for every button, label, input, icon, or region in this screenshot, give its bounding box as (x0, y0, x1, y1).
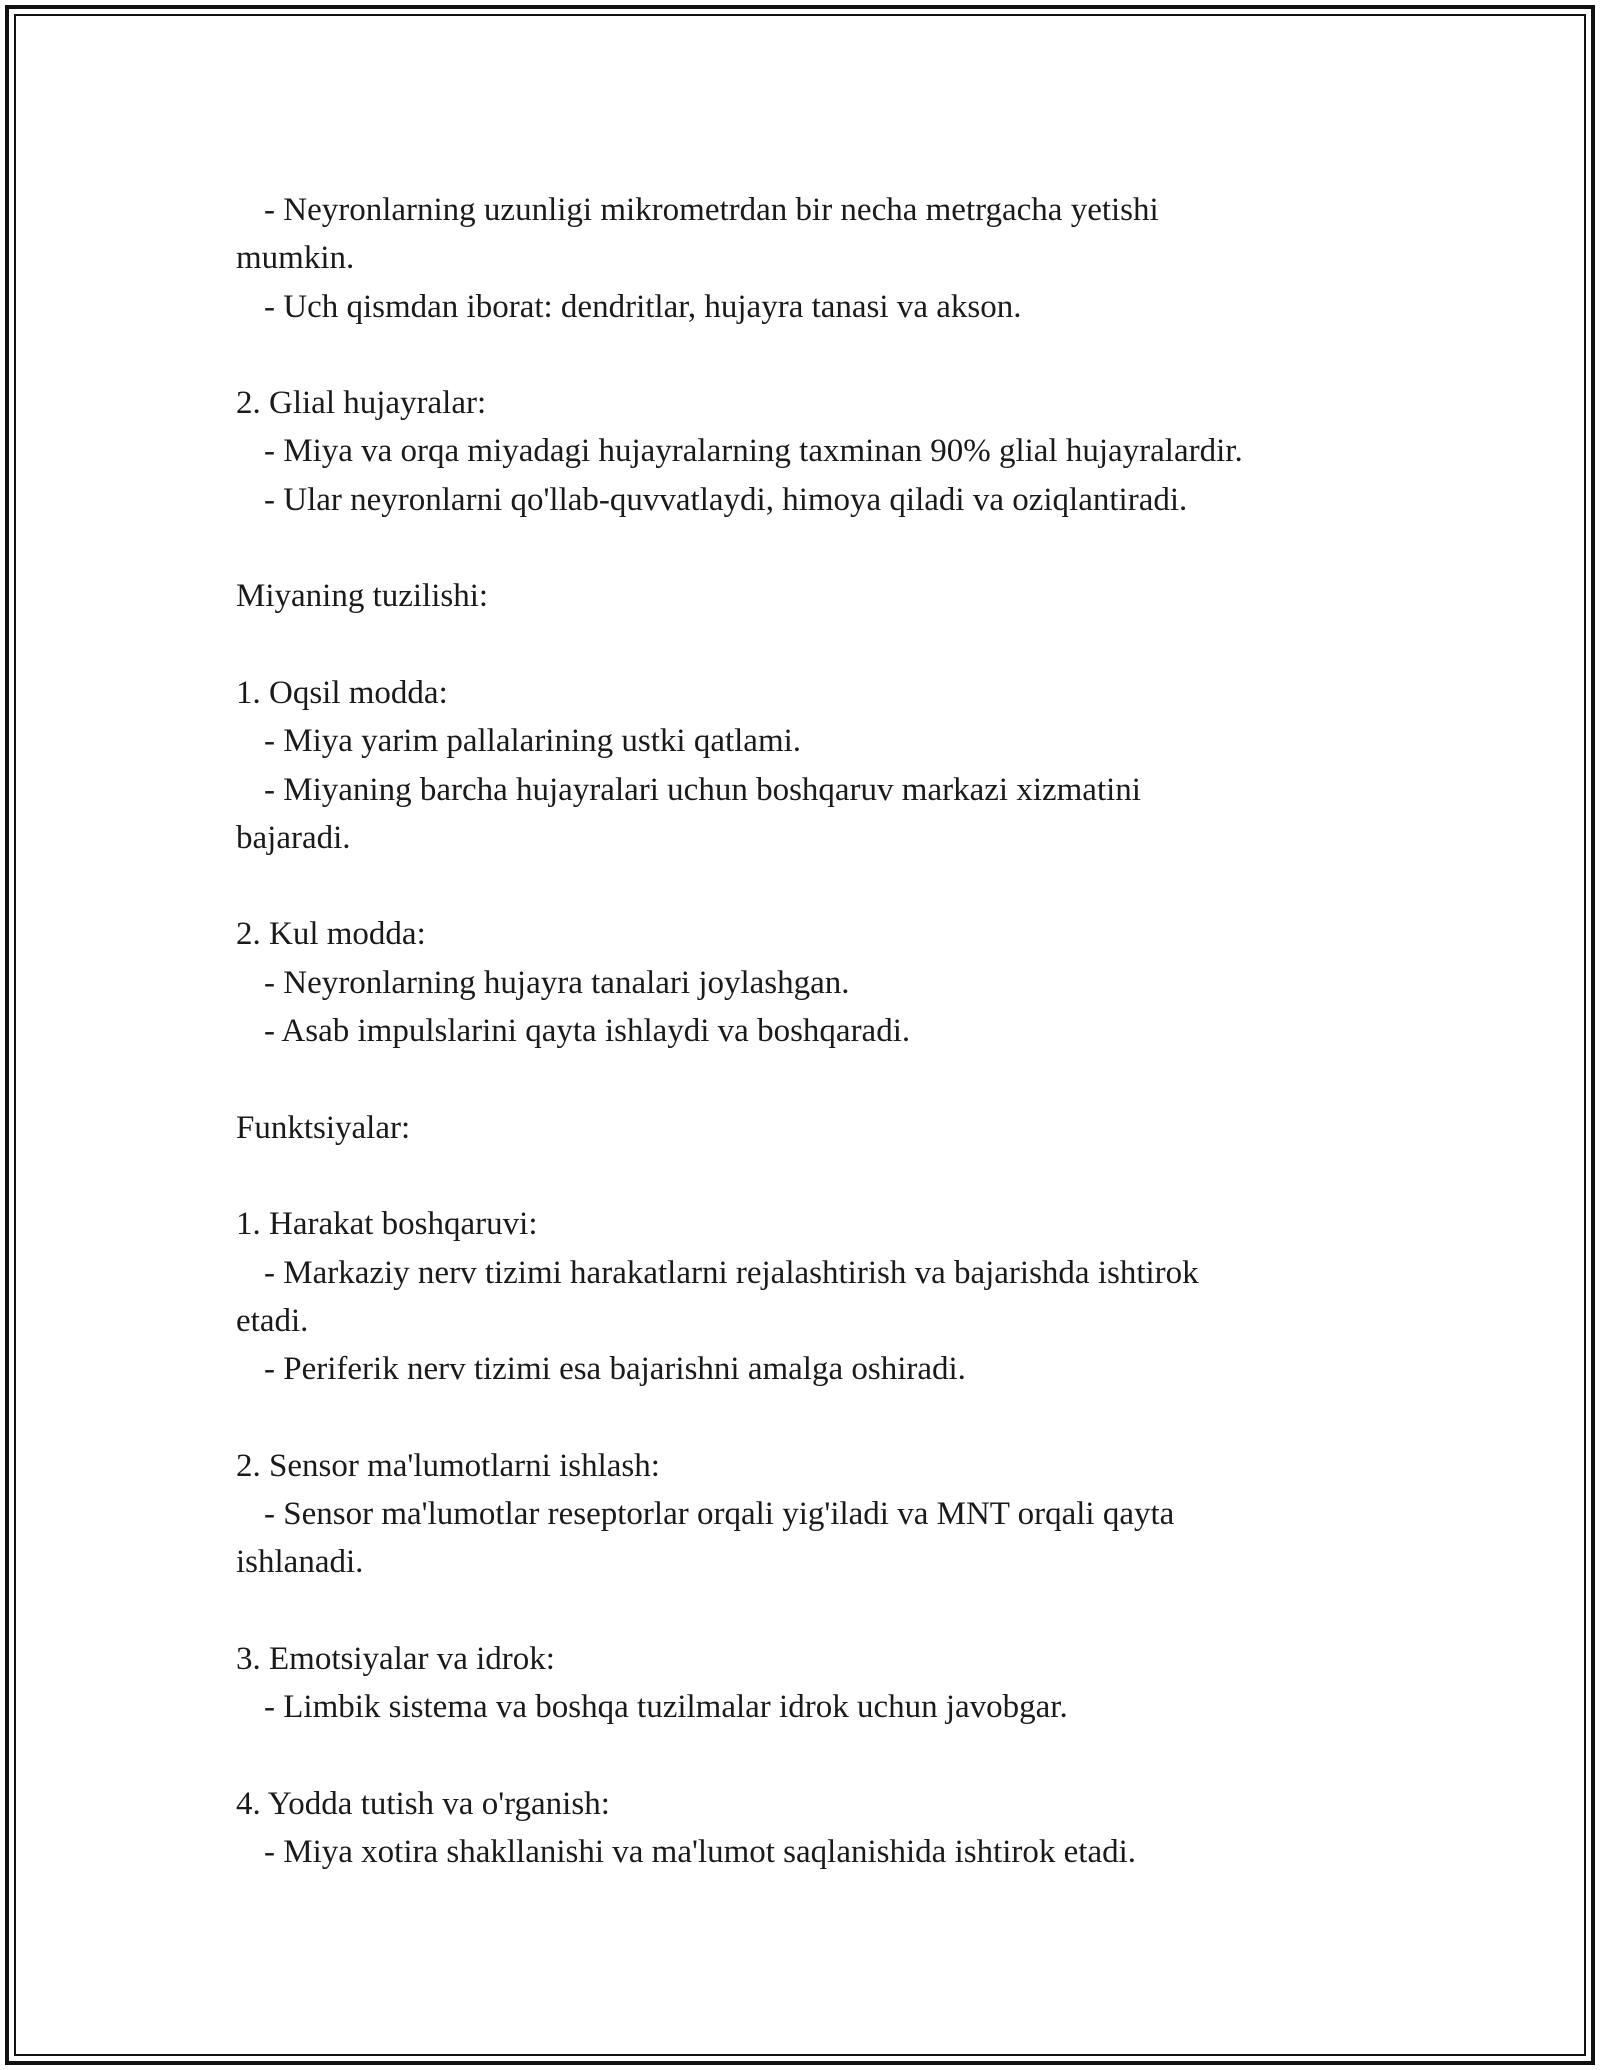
section-heading: Miyaning tuzilishi: (236, 578, 489, 615)
text-line: - Miya va orqa miyadagi hujayralarning taxminan 90% glial hujayralardir. (264, 433, 1243, 470)
text-line: - Miya yarim pallalarining ustki qatlami. (264, 723, 802, 760)
text-line: ishlanadi. (236, 1544, 364, 1581)
section-heading: 2. Sensor ma'lumotlarni ishlash: (236, 1447, 660, 1484)
text-line: - Asab impulslarini qayta ishlaydi va boshqaradi. (264, 1013, 911, 1050)
blank-line (236, 621, 1386, 669)
text-line: - Sensor ma'lumotlar reseptorlar orqali yig'iladi va MNT orqali qayta (264, 1496, 1175, 1533)
text-line: - Periferik nerv tizimi esa bajarishni amalga oshiradi. (264, 1351, 966, 1388)
text-line: - Ular neyronlarni qo'llab-quvvatlaydi, himoya qiladi va oziqlantiradi. (264, 481, 1188, 518)
text-line: - Neyronlarning uzunligi mikrometrdan bir necha metrgacha yetishi (264, 192, 1159, 228)
text-line: - Neyronlarning hujayra tanalari joylashgan. (264, 964, 850, 1001)
section-heading: 4. Yodda tutish va o'rganish: (236, 1785, 610, 1822)
section-heading: 2. Kul modda: (236, 916, 426, 953)
text-line: mumkin. (236, 240, 355, 277)
blank-line (236, 1152, 1386, 1200)
section-heading: 2. Glial hujayralar: (236, 385, 487, 422)
document-body (236, 186, 1386, 1876)
blank-line (236, 1055, 1386, 1103)
blank-line (236, 1732, 1386, 1780)
section-heading: 1. Harakat boshqaruvi: (236, 1206, 538, 1243)
blank-line (236, 331, 1386, 379)
text-line: - Miyaning barcha hujayralari uchun boshqaruv markazi xizmatini (264, 771, 1141, 808)
section-heading: 3. Emotsiyalar va idrok: (236, 1640, 555, 1677)
blank-line (236, 1587, 1386, 1635)
blank-line (236, 862, 1386, 910)
text-line: etadi. (236, 1302, 309, 1339)
text-line: - Uch qismdan iborat: dendritlar, hujayra tanasi va akson. (264, 288, 1022, 325)
text-line: bajaradi. (236, 819, 351, 856)
section-heading: Funktsiyalar: (236, 1109, 411, 1146)
text-line: - Markaziy nerv tizimi harakatlarni rejalashtirish va bajarishda ishtirok (264, 1254, 1199, 1291)
blank-line (236, 524, 1386, 572)
text-line: - Miya xotira shakllanishi va ma'lumot saqlanishida ishtirok etadi. (264, 1834, 1137, 1871)
blank-line (236, 1393, 1386, 1441)
section-heading: 1. Oqsil modda: (236, 674, 448, 711)
text-line: - Limbik sistema va boshqa tuzilmalar idrok uchun javobgar. (264, 1689, 1068, 1726)
